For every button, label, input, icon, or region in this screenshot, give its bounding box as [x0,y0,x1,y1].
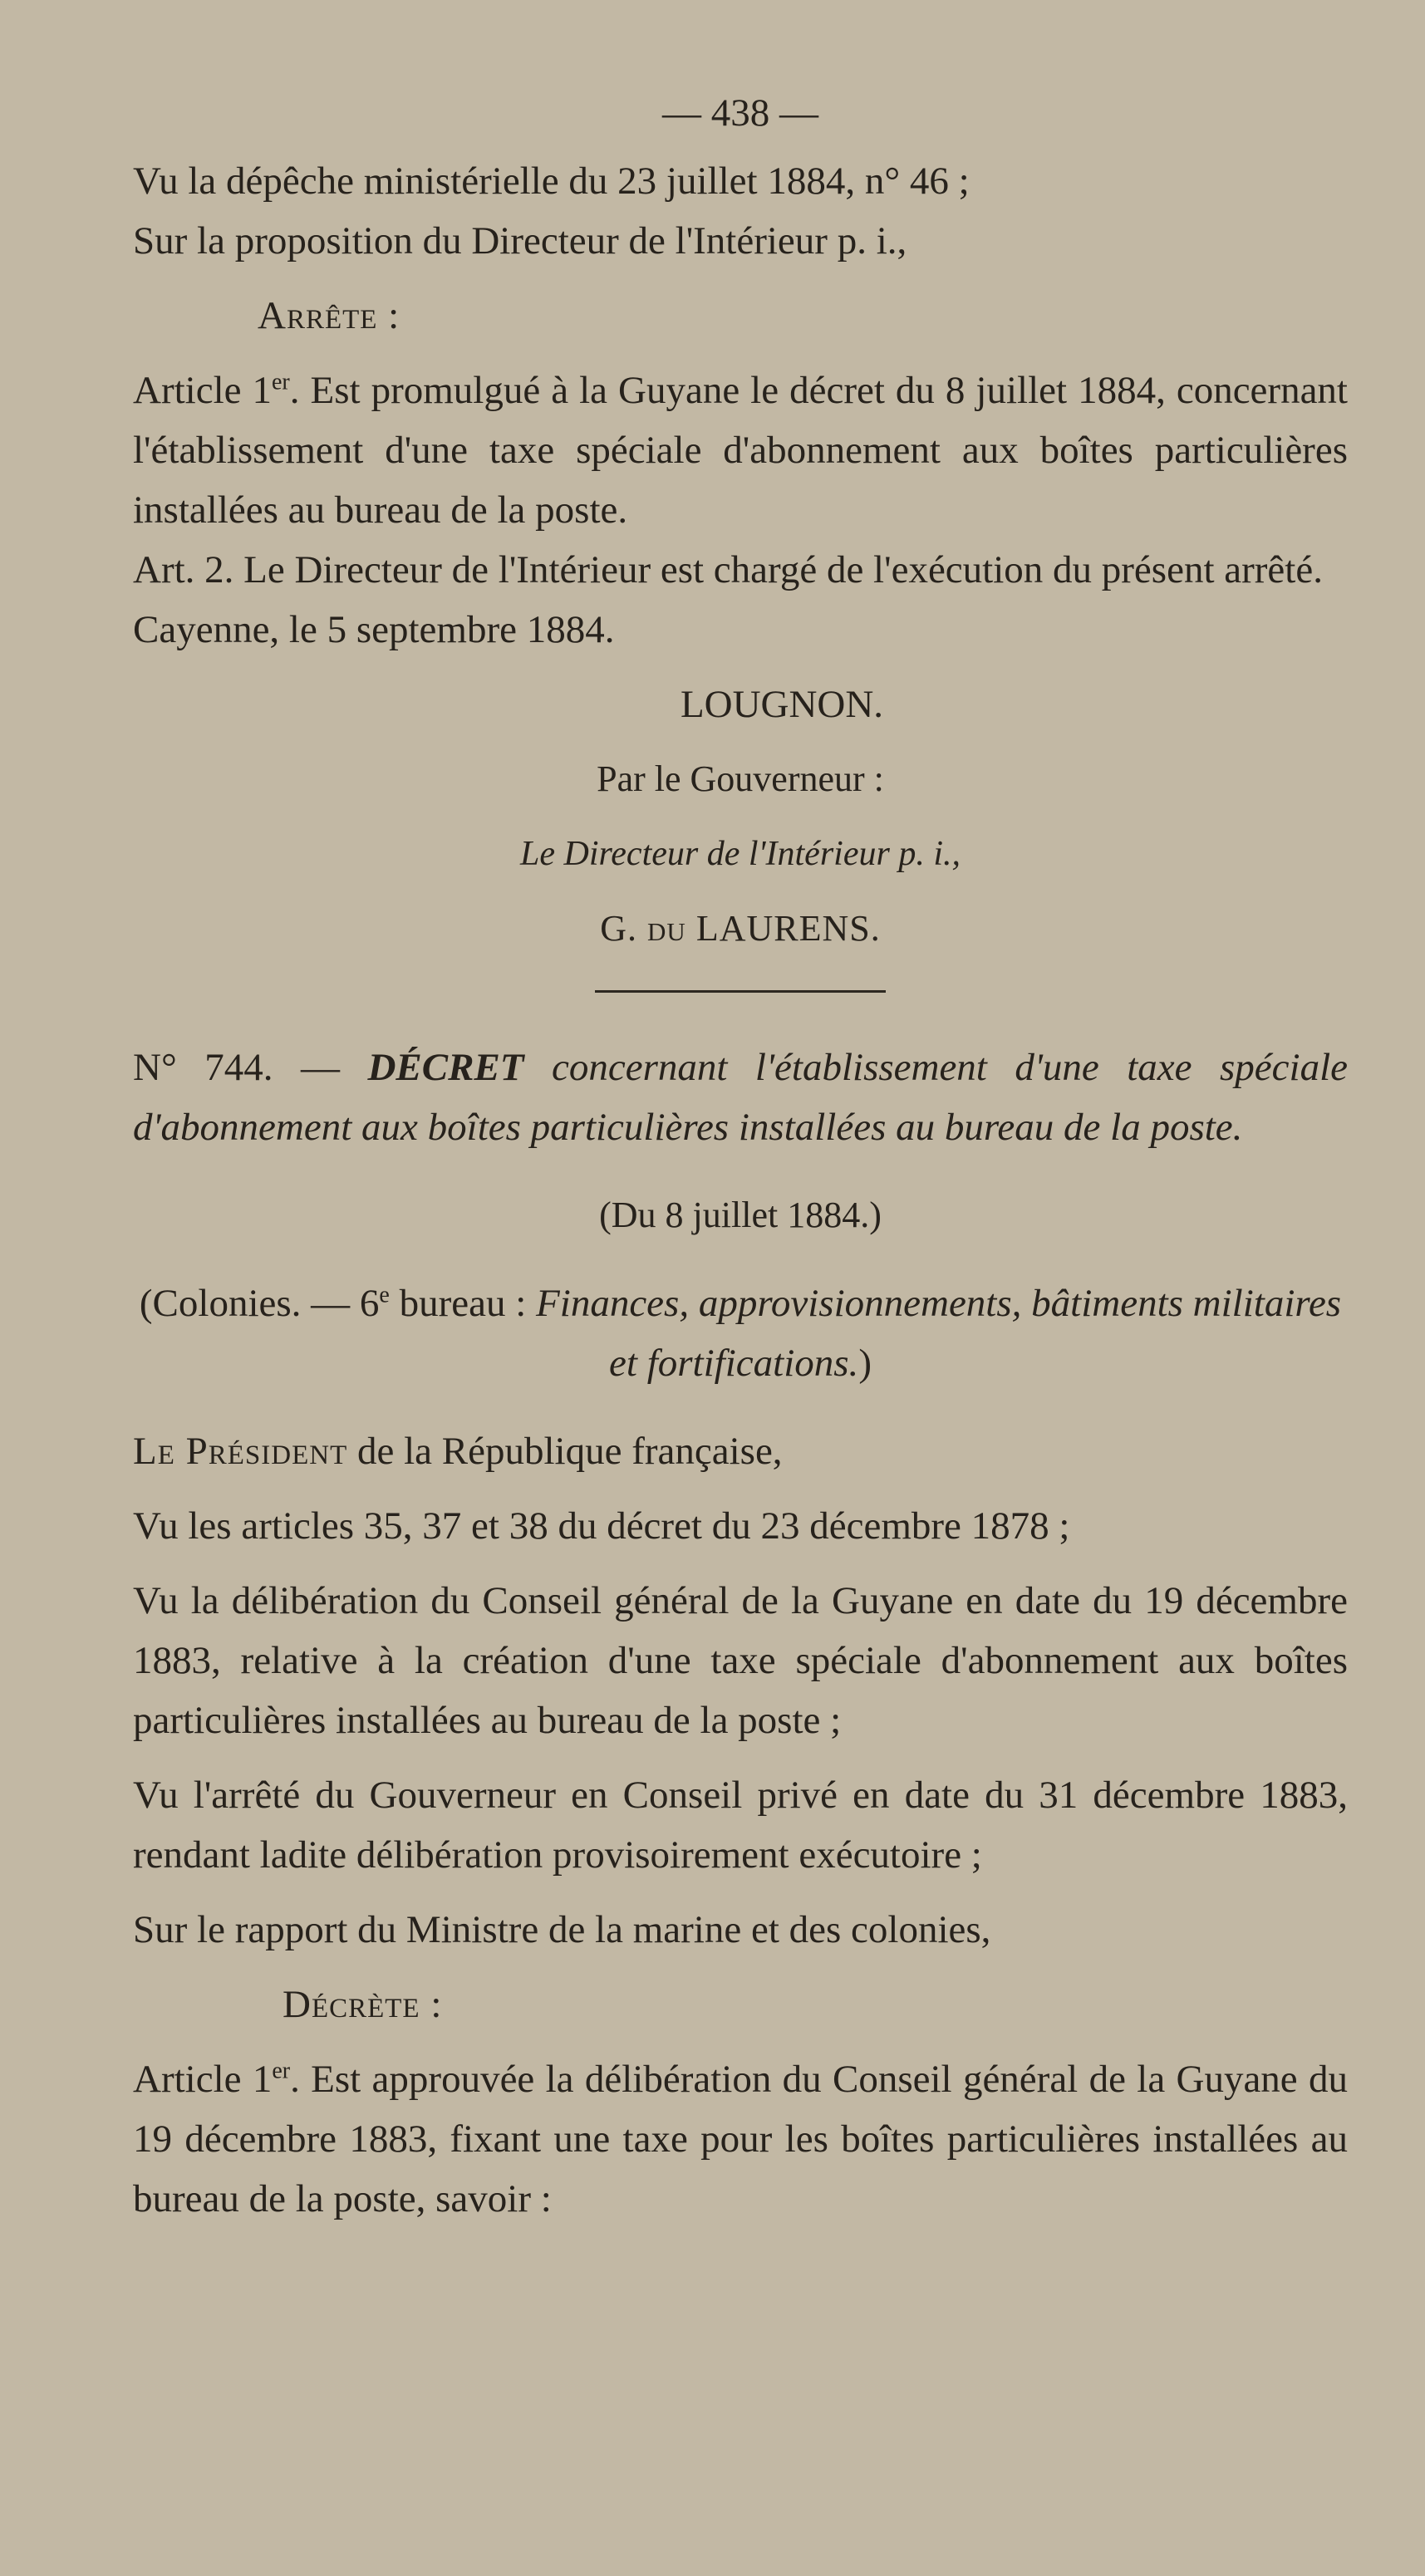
signature-par: Par le Gouverneur : [597,758,884,799]
sur-proposition-paragraph: Sur la proposition du Directeur de l'Intérieur p. i., [133,219,907,263]
decree-bureau [133,1273,1348,1393]
decree-subject: concernant l'établissement d'une taxe spéciale d'abonnement aux boîtes particulières installées au bureau de la poste. [133,1046,1349,1149]
bureau-close: ) [858,1342,872,1385]
vu-depeche-paragraph: Vu la dépêche ministérielle du 23 juillet 1884, n° 46 ; [133,159,970,203]
article-label: Article 1 [133,2058,273,2101]
bureau-label: bureau : [389,1282,537,1325]
decree-title: DÉCRET [367,1046,524,1089]
place-date: Cayenne, le 5 septembre 1884. [133,608,615,651]
vu-articles-paragraph: Vu les articles 35, 37 et 38 du décret du 23 décembre 1878 ; [133,1504,1070,1548]
article-text: . Est approuvée la délibération du Conseil général de la Guyane du 19 décembre 1883, fixant une taxe pour les boîtes particulières installées au bureau de la poste, savoir : [133,2058,1348,2220]
vu-arrete-paragraph: Vu l'arrêté du Gouverneur en Conseil privé en date du 31 décembre 1883, rendant ladite délibération provisoirement exécutoire ; [133,1774,1348,1877]
arrete-heading [133,286,1348,346]
vu-deliberation-paragraph: Vu la délibération du Conseil général de la Guyane en date du 19 décembre 1883, relative à la création d'une taxe spéciale d'abonnement aux boîtes particulières installées au bureau de la poste ; [133,1579,1348,1742]
decrete-label: Décrète : [283,1983,443,2026]
document-page [133,83,1348,2229]
decree-number: N° 744. — [133,1046,340,1089]
article-sup: er [272,369,290,395]
arrete-label: Arrête : [258,294,400,337]
bureau-prefix: (Colonies. — 6 [139,1282,380,1325]
decree-heading [133,1038,1348,1157]
article-label: Article 1 [133,369,272,412]
article-sup: er [272,2058,291,2084]
sur-rapport-paragraph: Sur le rapport du Ministre de la marine et des colonies, [133,1908,991,1951]
bureau-sup: e [379,1282,390,1308]
president-label: Le Président [133,1430,348,1473]
signature-title: Le Directeur de l'Intérieur p. i., [520,835,961,873]
signature-name: LOUGNON. [680,683,884,726]
president-paragraph [133,1421,1348,1481]
article-label: Art. 2. [133,548,234,591]
signature-signer: G. du LAURENS. [600,908,881,949]
article-text: Le Directeur de l'Intérieur est chargé de l'exécution du présent arrêté. [233,548,1323,591]
article-text: . Est promulgué à la Guyane le décret du 8 juillet 1884, concernant l'établissement d'une taxe spéciale d'abonnement aux boîtes particulières installées au bureau de la poste. [133,369,1348,532]
separator-rule [595,990,886,993]
arrete-article-2 [133,540,1348,600]
decree-date: (Du 8 juillet 1884.) [599,1195,882,1235]
arrete-article-1 [133,361,1348,540]
decree-article-1 [133,2049,1348,2229]
president-rest: de la République française, [347,1430,783,1473]
page-number: — 438 — [662,91,818,135]
bureau-italic: Finances, approvisionnements, bâtiments militaires et fortifications. [536,1282,1342,1385]
decrete-heading [133,1975,1348,2034]
